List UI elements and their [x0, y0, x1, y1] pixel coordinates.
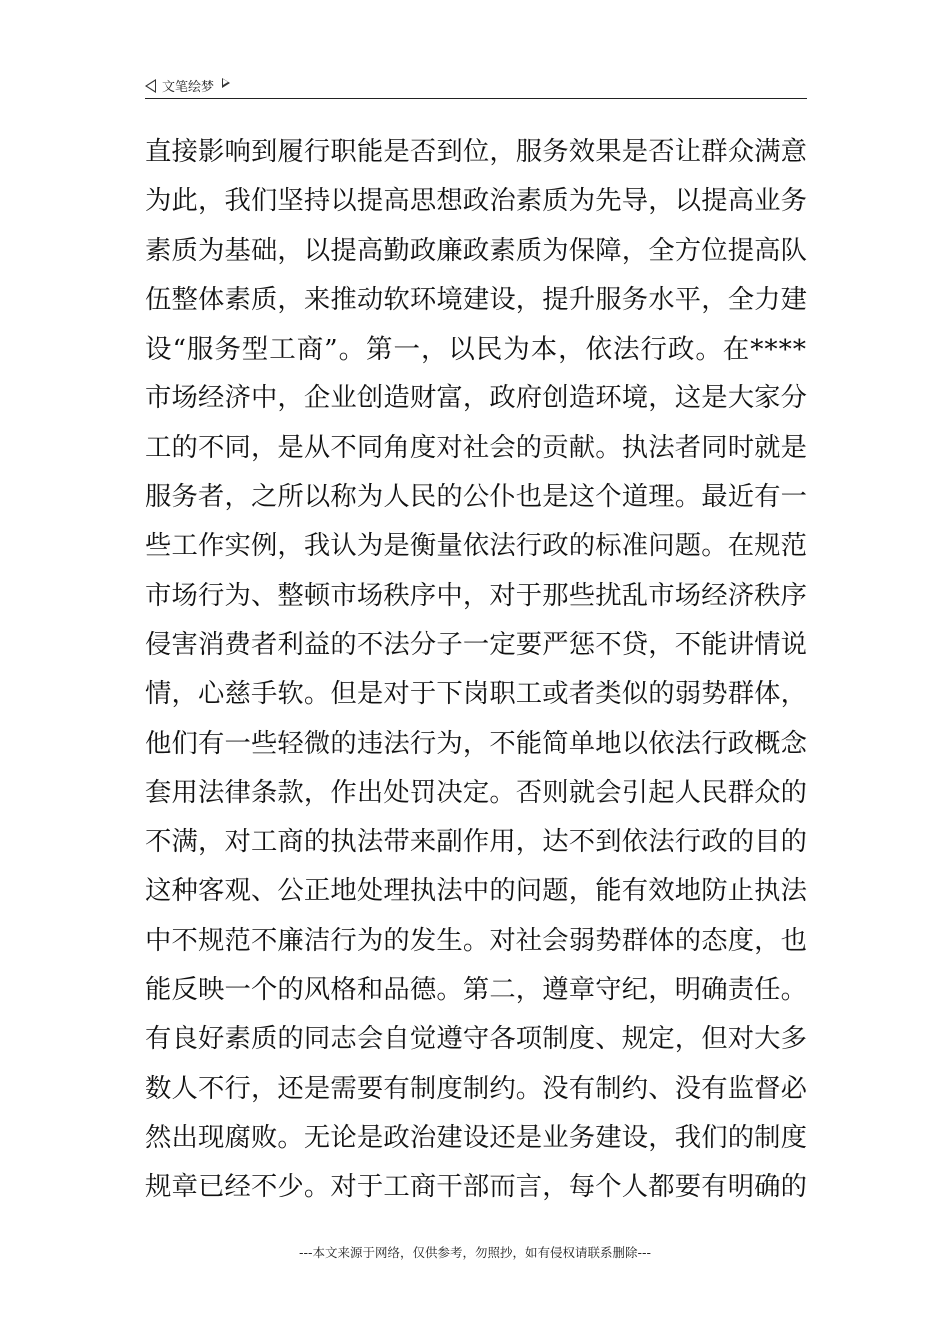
page-header	[145, 70, 807, 99]
text-line: 然出现腐败。无论是政治建设还是业务建设，我们的制度	[145, 1122, 807, 1153]
text-line: 侵害消费者利益的不法分子一定要严惩不贷，不能讲情说	[145, 629, 807, 660]
text-line: 数人不行，还是需要有制度制约。没有制约、没有监督必	[145, 1073, 807, 1104]
header-title: 文笔绘梦	[162, 80, 215, 95]
text-line: 服务者，之所以称为人民的公仆也是这个道理。最近有一	[145, 482, 807, 513]
triangle-left-icon	[145, 79, 156, 93]
text-line: 有良好素质的同志会自觉遵守各项制度、规定，但对大多	[145, 1024, 807, 1055]
document-body	[145, 128, 807, 1213]
text-line: 市场经济中，企业创造财富，政府创造环境，这是大家分	[145, 383, 807, 414]
text-line: 规章已经不少。对于工商干部而言，每个人都要有明确的	[145, 1172, 807, 1203]
footer-disclaimer: ---本文来源于网络，仅供参考，勿照抄，如有侵权请联系删除---	[298, 1245, 652, 1260]
text-line: 能反映一个的风格和品德。第二，遵章守纪，明确责任。	[145, 975, 807, 1006]
text-line: 素质为基础，以提高勤政廉政素质为保障，全方位提高队	[145, 235, 807, 266]
text-line: 他们有一些轻微的违法行为，不能简单地以依法行政概念	[145, 728, 807, 759]
triangle-right-icon	[222, 78, 230, 88]
text-line: 中不规范不廉洁行为的发生。对社会弱势群体的态度，也	[145, 925, 807, 956]
header-brand	[145, 76, 230, 95]
text-line: 些工作实例，我认为是衡量依法行政的标准问题。在规范	[145, 531, 807, 562]
text-line: 为此，我们坚持以提高思想政治素质为先导，以提高业务	[145, 186, 807, 217]
text-line: 不满，对工商的执法带来副作用，达不到依法行政的目的	[145, 827, 807, 858]
text-line: 市场行为、整顿市场秩序中，对于那些扰乱市场经济秩序	[145, 580, 807, 611]
text-line: 这种客观、公正地处理执法中的问题，能有效地防止执法	[145, 876, 807, 907]
text-line: 设“服务型工商”。第一，以民为本，依法行政。在****	[145, 334, 807, 366]
text-line: 情，心慈手软。但是对于下岗职工或者类似的弱势群体，	[145, 679, 807, 710]
text-line: 直接影响到履行职能是否到位，服务效果是否让群众满意	[145, 137, 807, 167]
text-line: 工的不同，是从不同角度对社会的贡献。执法者同时就是	[145, 432, 807, 463]
text-line: 套用法律条款，作出处罚决定。否则就会引起人民群众的	[145, 777, 807, 808]
text-line: 伍整体素质，来推动软环境建设，提升服务水平，全力建	[145, 284, 807, 315]
